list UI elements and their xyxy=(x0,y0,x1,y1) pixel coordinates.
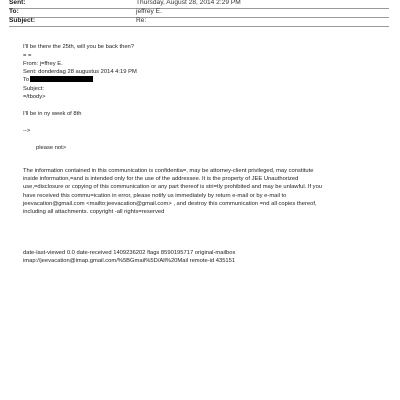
quoted-to-label: To xyxy=(23,77,30,83)
body-line: =/tbody> xyxy=(23,94,46,100)
redaction-block xyxy=(30,76,93,82)
body-line: I'll be in ny week of 8th xyxy=(23,111,82,117)
disclaimer-paragraph xyxy=(23,167,383,216)
sent-value: Thursday, August 28, 2014 2:29 PM xyxy=(136,0,241,6)
metadata-paragraph xyxy=(23,249,383,265)
header-divider xyxy=(9,26,389,27)
disclaimer-line: The information contained in this communication is confidentia=, may be attorney-client privileged, may constitute xyxy=(23,168,314,174)
to-label: To: xyxy=(9,8,19,15)
header-divider xyxy=(9,8,389,9)
quoted-to xyxy=(23,76,93,84)
header-divider xyxy=(9,17,389,18)
disclaimer-line: jeevacation@gmail.com <mailto:jeevacation@gmail.com> , and destroy this communication =nd all copies thereof, xyxy=(23,200,317,207)
disclaimer-line: have received this commu=ication in error, please notify us immediately by return e-mail or by e-mail to xyxy=(23,192,287,199)
disclaimer-line: use,=disclosure or copying of this communication or any part thereof is stri=tly prohibited and may be unlawful. If you xyxy=(23,184,323,191)
body-line: = = xyxy=(23,53,32,59)
metadata-line: date-last-viewed 0.0 date-received 1409236202 flags 8590195717 original-mailbox xyxy=(23,250,236,256)
quoted-subject: Subject: xyxy=(23,86,44,92)
sent-label: Sent: xyxy=(9,0,26,6)
to-value: jeffrey E. xyxy=(136,8,162,15)
subject-value: Re: xyxy=(136,17,147,24)
quoted-from: From: j=ffrey E. xyxy=(23,61,63,67)
body-line: please not> xyxy=(36,145,67,151)
disclaimer-line: inside information,=and is intended only for the use of the addressee. It is the property of JEE Unauthorized xyxy=(23,176,299,183)
body-line: I'll be there the 25th, will you be back then? xyxy=(23,44,134,50)
body-line: --> xyxy=(23,128,31,134)
quoted-sent: Sent: donderdag 28 augustus 2014 4:19 PM xyxy=(23,69,137,75)
disclaimer-line: including all attachments. copyright -all rights=reserved xyxy=(23,209,165,216)
metadata-line: imap://jeevacation@imap.gmail.com/%5BGmail%5D/All%20Mail remote-id 435151 xyxy=(23,258,236,265)
subject-label: Subject: xyxy=(9,17,36,24)
